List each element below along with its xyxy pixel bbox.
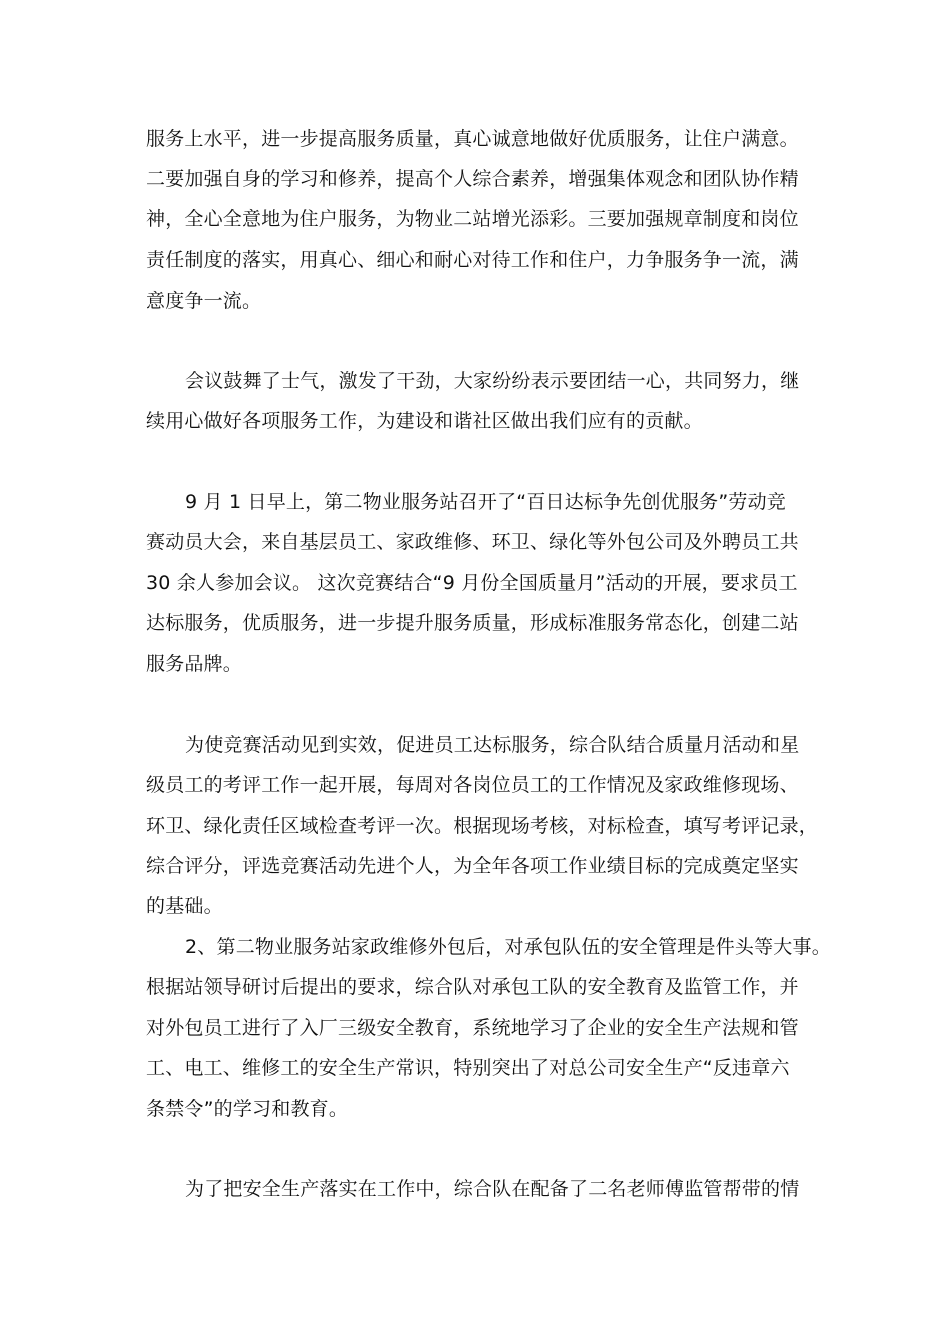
text-line: 达标服务，优质服务，进一步提升服务质量，形成标准服务常态化，创建二站 <box>146 612 799 634</box>
text-line: 的基础。 <box>146 895 223 917</box>
text-line: 会议鼓舞了士气，激发了干劲，大家纷纷表示要团结一心，共同努力，继 <box>185 370 800 392</box>
text-line: 2、第二物业服务站家政维修外包后，对承包队伍的安全管理是件头等大事。 <box>185 936 831 958</box>
text-line: 为了把安全生产落实在工作中，综合队在配备了二名老师傅监管帮带的情 <box>185 1178 800 1200</box>
text-line: 服务品牌。 <box>146 653 243 675</box>
text-line: 工、电工、维修工的安全生产常识，特别突出了对总公司安全生产“反违章六 <box>146 1057 790 1079</box>
text-line: 对外包员工进行了入厂三级安全教育，系统地学习了企业的安全生产法规和管 <box>146 1017 799 1039</box>
text-line: 服务上水平，进一步提高服务质量，真心诚意地做好优质服务，让住户满意。 <box>146 128 799 150</box>
text-line: 综合评分，评选竞赛活动先进个人，为全年各项工作业绩目标的完成奠定坚实 <box>146 855 799 877</box>
text-line: 9 月 1 日早上，第二物业服务站召开了“百日达标争先创优服务”劳动竞 <box>185 491 786 513</box>
text-line: 续用心做好各项服务工作，为建设和谐社区做出我们应有的贡献。 <box>146 410 703 432</box>
text-line: 责任制度的落实，用真心、细心和耐心对待工作和住户，力争服务争一流，满 <box>146 249 799 271</box>
text-line: 赛动员大会，来自基层员工、家政维修、环卫、绿化等外包公司及外聘员工共 <box>146 531 799 553</box>
text-line: 级员工的考评工作一起开展，每周对各岗位员工的工作情况及家政维修现场、 <box>146 774 799 796</box>
text-line: 根据站领导研讨后提出的要求，综合队对承包工队的安全教育及监管工作，并 <box>146 976 799 998</box>
text-line: 为使竞赛活动见到实效，促进员工达标服务，综合队结合质量月活动和星 <box>185 734 800 756</box>
text-line: 神，全心全意地为住户服务，为物业二站增光添彩。三要加强规章制度和岗位 <box>146 208 799 230</box>
text-line: 环卫、绿化责任区域检查考评一次。根据现场考核，对标检查，填写考评记录， <box>146 815 819 837</box>
text-line: 30 余人参加会议。 这次竞赛结合“9 月份全国质量月”活动的开展，要求员工 <box>146 572 798 594</box>
text-line: 意度争一流。 <box>146 290 262 312</box>
text-line: 二要加强自身的学习和修养，提高个人综合素养，增强集体观念和团队协作精 <box>146 168 799 190</box>
text-line: 条禁令”的学习和教育。 <box>146 1098 349 1120</box>
